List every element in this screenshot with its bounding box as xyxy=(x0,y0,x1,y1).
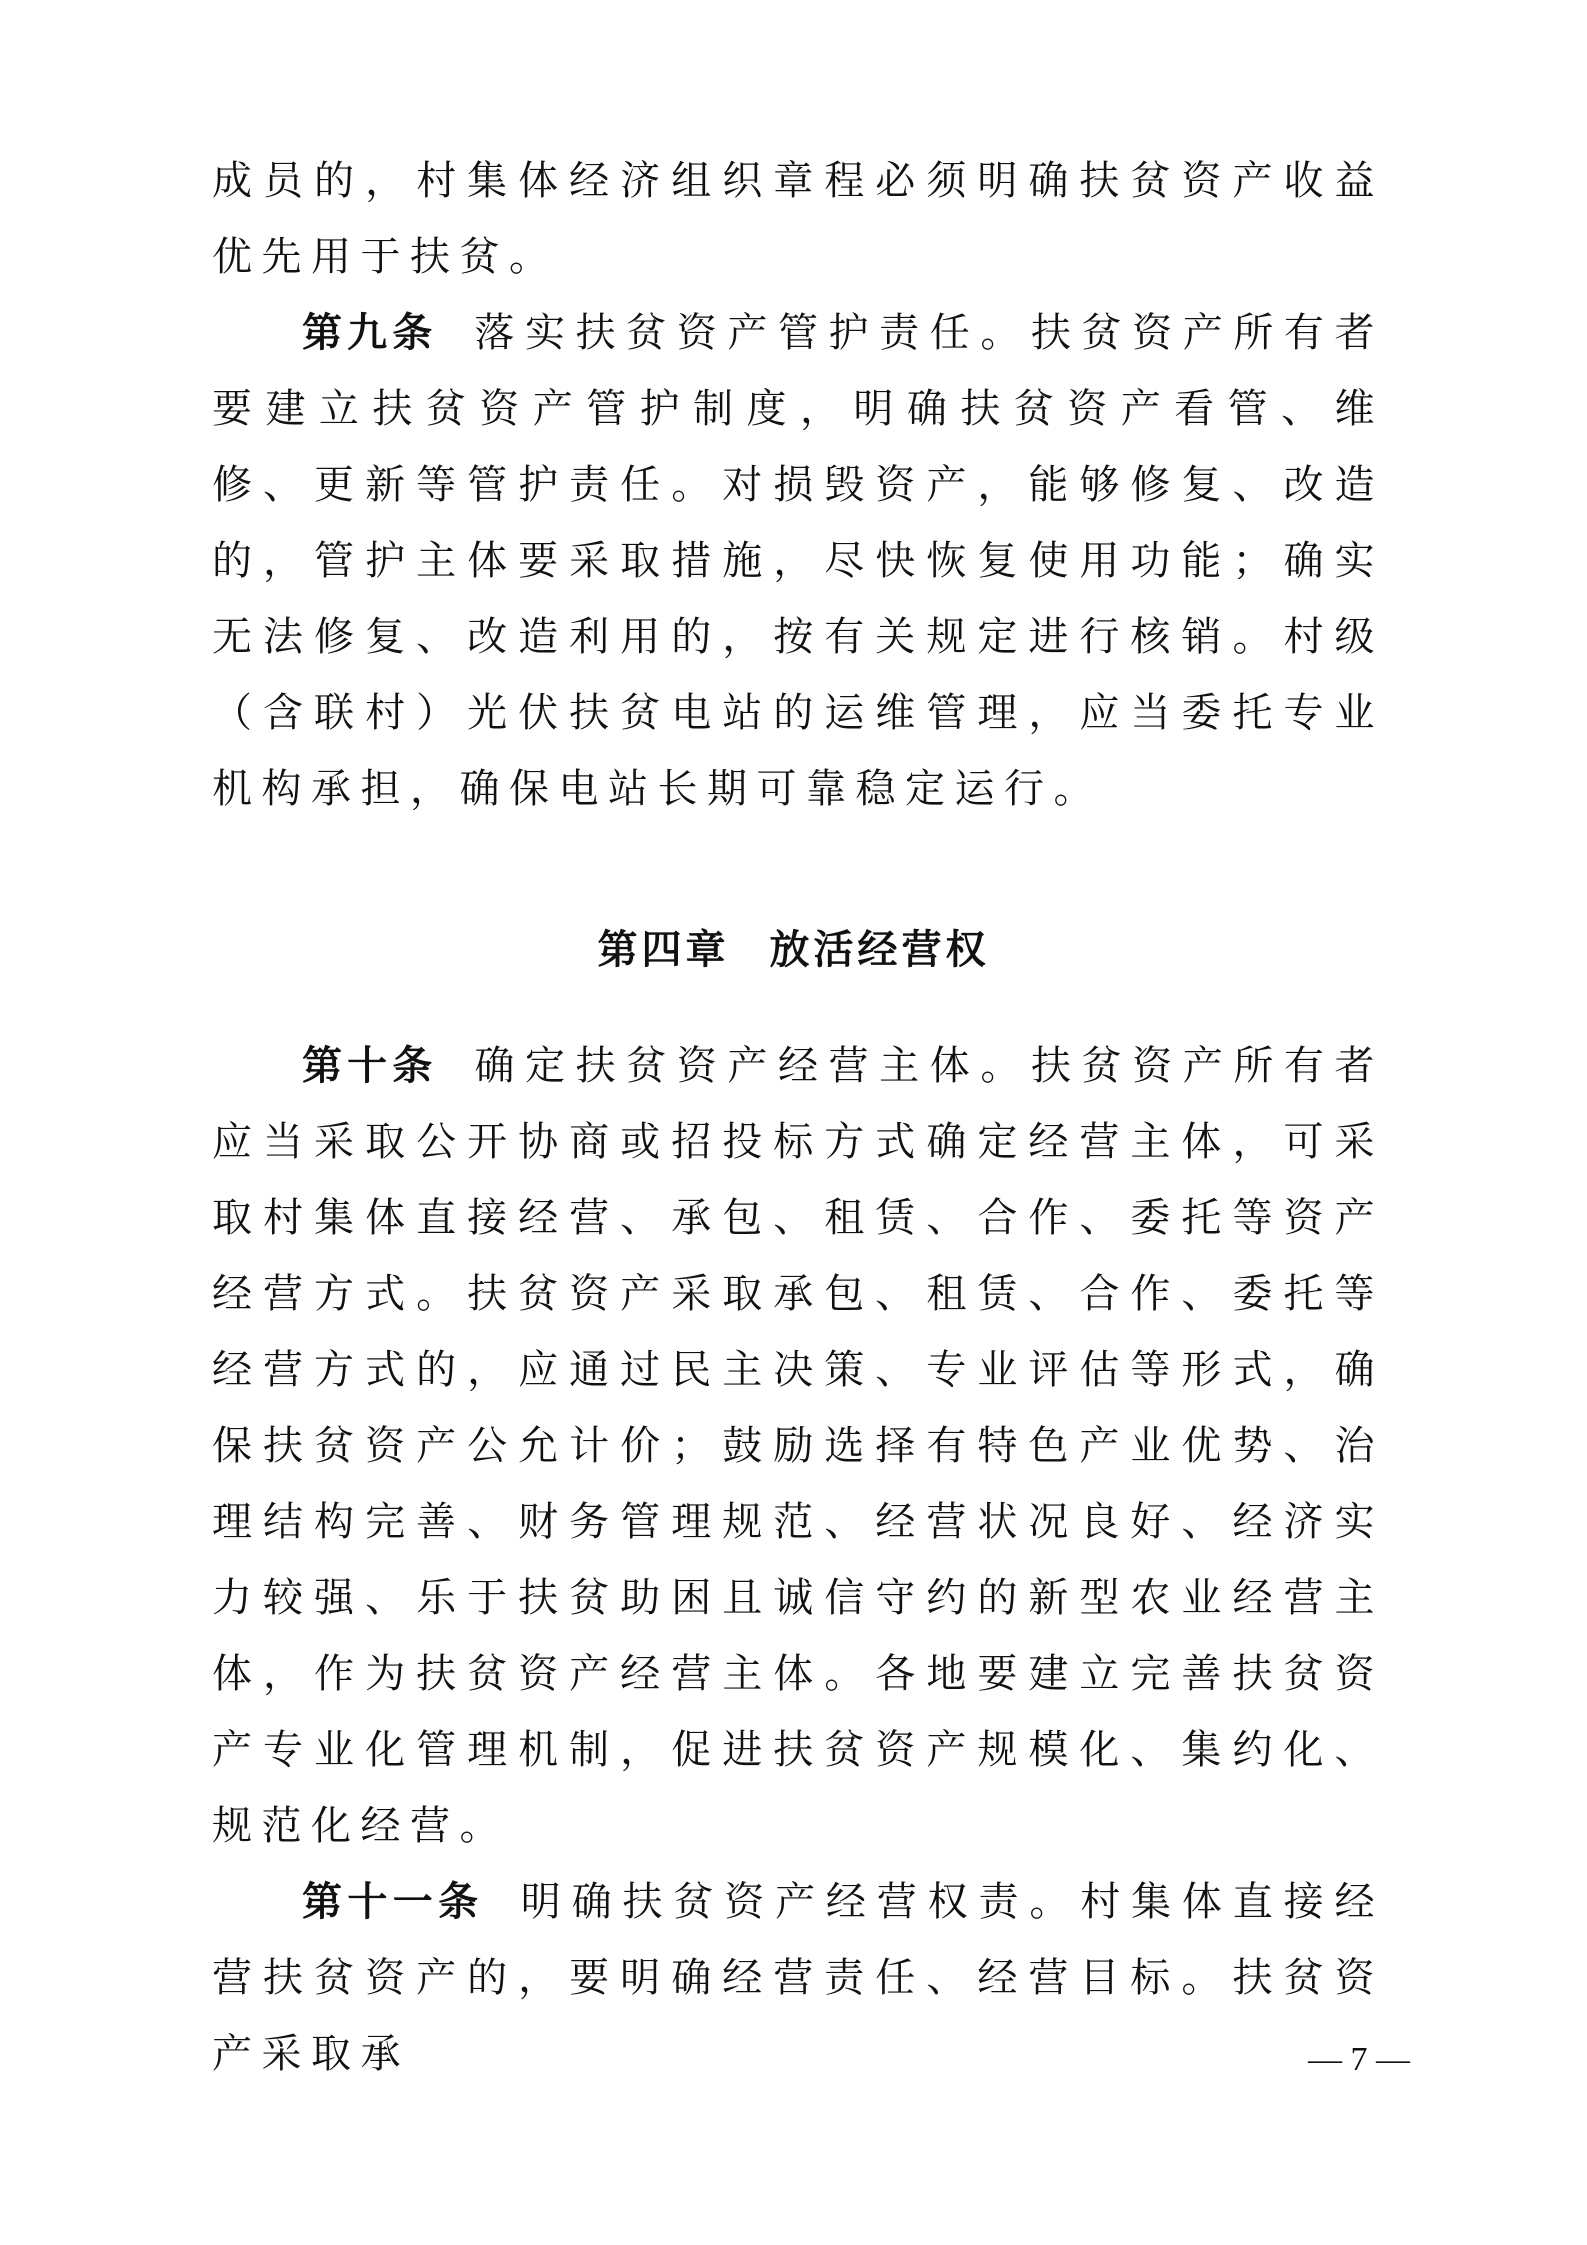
article-heading: 第十条 xyxy=(302,1043,438,1089)
paragraph-text: 明确扶贫资产经营权责。村集体直接经营扶贫资产的，要明确经营责任、经营目标。扶贫资产采取承 xyxy=(212,1879,1385,2077)
page-number: — 7 — xyxy=(1308,2041,1410,2078)
body-text-top xyxy=(212,143,1384,827)
paragraph-text: 落实扶贫资产管护责任。扶贫资产所有者要建立扶贫资产管护制度，明确扶贫资产看管、维修、更新等管护责任。对损毁资产，能够修复、改造的，管护主体要采取措施，尽快恢复使用功能；确实无法修复、改造利用的，按有关规定进行核销。村级（含联村）光伏扶贫电站的运维管理，应当委托专业机构承担，确保电站长期可靠稳定运行。 xyxy=(212,310,1385,812)
paragraph-article-9 xyxy=(212,295,1384,827)
chapter-title: 放活经营权 xyxy=(769,927,990,973)
chapter-heading xyxy=(0,912,1587,988)
paragraph-text: 成员的，村集体经济组织章程必须明确扶贫资产收益优先用于扶贫。 xyxy=(212,158,1384,280)
paragraph-article-11 xyxy=(212,1864,1384,2092)
paragraph-continuation xyxy=(212,143,1384,295)
chapter-number: 第四章 xyxy=(597,927,730,973)
article-heading: 第九条 xyxy=(302,310,438,356)
paragraph-article-10 xyxy=(212,1028,1384,1864)
article-heading: 第十一条 xyxy=(302,1879,484,1925)
paragraph-text: 确定扶贫资产经营主体。扶贫资产所有者应当采取公开协商或招投标方式确定经营主体，可采取村集体直接经营、承包、租赁、合作、委托等资产经营方式。扶贫资产采取承包、租赁、合作、委托等经营方式的，应通过民主决策、专业评估等形式，确保扶贫资产公允计价；鼓励选择有特色产业优势、治理结构完善、财务管理规范、经营状况良好、经济实力较强、乐于扶贫助困且诚信守约的新型农业经营主体，作为扶贫资产经营主体。各地要建立完善扶贫资产专业化管理机制，促进扶贫资产规模化、集约化、规范化经营。 xyxy=(212,1043,1385,1849)
body-text-bottom xyxy=(212,1028,1384,2092)
